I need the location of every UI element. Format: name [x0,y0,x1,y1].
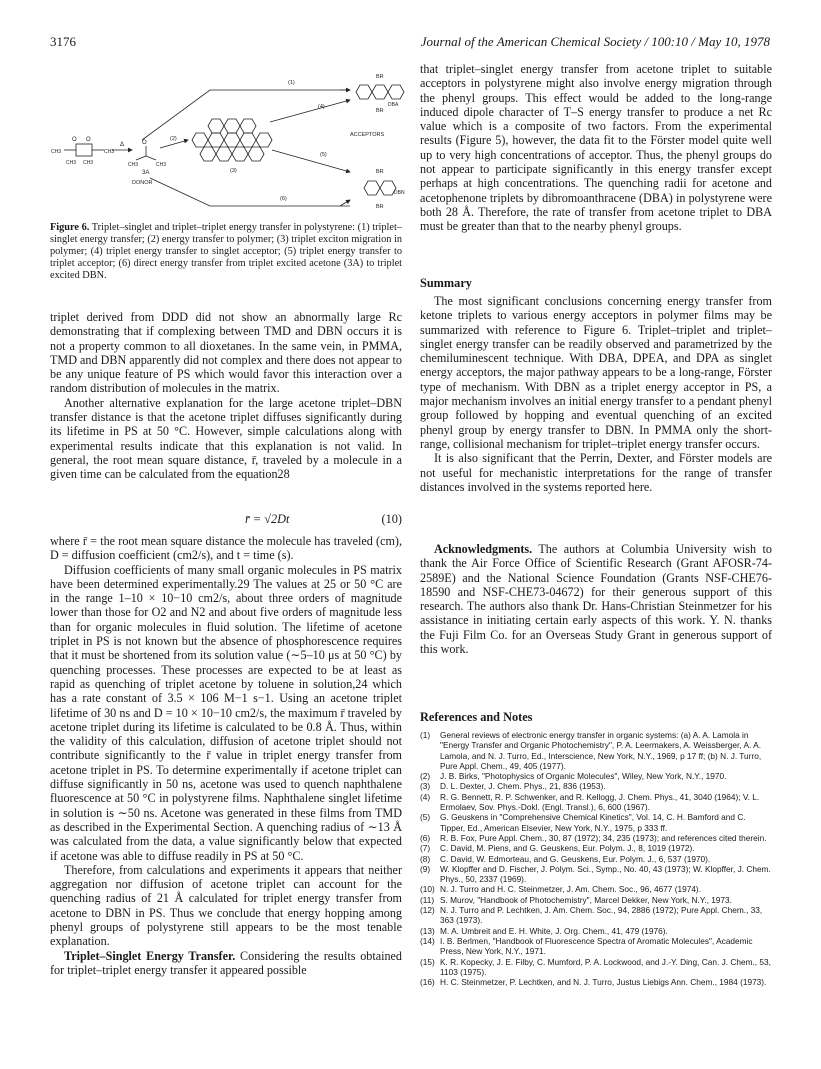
heat-symbol: Δ [120,142,125,148]
equation-body: r̄ = √2Dt [245,512,290,526]
bromine-label: BR [376,169,384,175]
bromine-label: BR [376,108,384,114]
path-6-label: (6) [280,196,287,202]
bromine-label: BR [376,204,384,210]
references-list [420,730,772,987]
energy-transfer-diagram [50,60,405,220]
caption-text: Triplet–singlet and triplet–triplet energy transfer in polystyrene: (1) triplet–singlet energy transfer; (2) energy transfer to polymer; (3) triplet exciton migration in polymer; (4) triplet energy transfer to singlet acceptor; (5) triplet energy transfer to triplet acceptor; (6) direct energy transfer from triplet excited acetone (3A) to triplet excited DBN. [50,222,402,281]
dba-label: DBA [388,102,399,108]
acceptors-label: ACCEPTORS [350,132,385,138]
path-4-label: (4) [318,104,325,110]
reference-item: (14) I. B. Berlmen, "Handbook of Fluorescence Spectra of Aromatic Molecules", Academic Press, New York, N.Y., 1971. [420,935,753,957]
reference-item: (12) N. J. Turro and P. Lechtken, J. Am. Chem. Soc., 94, 2886 (1972); Pure Appl. Chem., 33, 363 (1973). [420,905,763,926]
paragraph-text: Considering the results obtained for triplet–triplet energy transfer it appeared possible [50,948,403,977]
figure-label: Figure 6. [50,222,90,233]
dba-structure [356,85,404,99]
reference-item: (2) J. B. Birks, "Photophysics of Organic Molecules", Wiley, New York, N.Y., 1970. [420,771,727,782]
right-column-top [420,62,772,234]
dbn-label: DBN [394,190,405,196]
oxygen-label: O [142,140,147,146]
page-number: 3176 [50,34,76,49]
methyl-label: CH3 [156,162,167,168]
equation-number: (10) [381,512,402,526]
body-paragraph: triplet derived from DDD did not show an abnormally large Rc demonstrating that if complexing between TMD and DBN occurs it is not a property common to all dioxetanes. In the same vein, in PMMA, TMD and DBN apparently did not complex and there does not appear to be any unique feature of PS which would favor this interaction over a random distribution of molecules in the matrix. [50,310,402,396]
body-paragraph: where r̄ = the root mean square distance the molecule has traveled (cm), D = diffusion coefficient (cm2/s), and t = time (s). [50,534,402,563]
reference-item: (11) S. Murov, "Handbook of Photochemistry", Marcel Dekker, New York, N.Y., 1973. [420,894,732,905]
left-column-lower [50,534,402,977]
body-paragraph [420,542,772,656]
reference-item: (15) K. R. Kopecky, J. E. Filby, C. Mumford, P. A. Lockwood, and J.-Y. Ding, Can. J. Chem., 53, 1103 (1975). [420,956,771,977]
run-in-heading: Triplet–Singlet Energy Transfer. [64,948,236,963]
reference-item: (16) H. C. Steinmetzer, P. Lechtken, and N. J. Turro, Justus Liebigs Ann. Chem., 1984 (1973). [420,977,767,988]
methyl-label: CH3 [104,149,115,155]
reference-item: (5) G. Geuskens in "Comprehensive Chemical Kinetics", Vol. 14, C. H. Bamford and C. Tipper, Ed., American Elsevier, New York, N.Y., 1975, p 333 ff. [420,812,746,833]
acknowledgments [420,542,772,656]
triplet-acetone-label: 3A [142,170,150,176]
summary-section [420,294,772,494]
equation-10 [50,512,402,528]
body-paragraph: The most significant conclusions concerning energy transfer from ketone triplets to various energy acceptors in polymer films may be summarized with reference to Figure 6. Triplet–triplet and triplet–singlet energy transfer can be readily observed and parametrized by the chemiluminescent technique. With DBA, DPEA, and DPA as singlet energy acceptors, the major pathway appears to be a long-range, Förster type of mechanism. With DBN as a triplet energy acceptor in PS, a major mechanism involves an initial energy transfer to a pendant phenyl group followed by hopping and eventual quenching of an excited phenyl group by energy transfer to DBN. In PMMA only the short-range, collisional mechanism for triplet–triplet energy transfer occurs. [420,294,772,451]
run-in-heading: Acknowledgments. [434,542,533,556]
oxygen-label: O [86,137,91,143]
reference-item: (7) C. David, M. Piens, and G. Geuskens, Eur. Polym. J., 8, 1019 (1972). [420,843,695,854]
path-3-label: (3) [230,168,237,174]
heading-text: References and Notes [420,710,533,724]
body-paragraph: Another alternative explanation for the large acetone triplet–DBN transfer distance is that the acetone triplet diffuses significantly during its lifetime in PS at 50 °C. However, simple calculations along with experimental results indicate that this explanation is not valid. In general, the root mean square distance, r̄, traveled by a molecule in a given time can be calculated from the equation28 [50,395,402,482]
body-paragraph: Diffusion coefficients of many small organic molecules in PS matrix have been determined experimentally.29 The values at 25 or 50 °C are in the range 1–10 × 10−10 cm2/s, about three orders of magnitude lower than those for O2 and N2 and about five orders of magnitude less than for organic molecules in fluid solution. The lifetime of acetone triplet in PS is not known but the absence of phosphorescence requires that it must be shortened from its solution value (∼5–10 μs at 50 °C) by quenching processes. These processes are expected to be at least as rapid as quenching of triplet acetone by toluene in solution,24 which has a rate constant of 3.5 × 106 M−1 s−1. Using an acetone triplet lifetime of 30 ns and D = 10 × 10−10 cm2/s, the maximum r̄ traveled by acetone triplet during its lifetime is calculated to be 0.8 Å. Thus, within the validity of this calculation, diffusion of acetone triplet should not contribute significantly to the r̄ value in triplet energy transfer from acetone triplet in PS. To determine experimentally if acetone triplet can diffuse significantly in 50 ns, acetone was used to quench naphthalene fluorescence at 50 °C in polystyrene films. Naphthalene singlet lifetime in solution is ∼50 ns. Acetone was generated in these films from TMD as described in the Experimental Section. A quenching radius of ∼13 Å was calculated from the data, a value significantly below that expected if acetone was able to diffuse readily in PS at 50 °C. [50,562,402,863]
reference-item: (1) General reviews of electronic energy transfer in organic systems: (a) A. A. Lamola in "Energy Transfer and Organic Photochemistry", P. A. Leermakers, A. Weissberger, A. A. Lamola, and N. J. Turro, Ed., Interscience, New York, N.Y., 1969, p 17 ff; (b) N. J. Turro, Pure Appl. Chem., 49, 405 (1977). [420,730,762,771]
dbn-structure [364,181,396,195]
body-paragraph: It is also significant that the Perrin, Dexter, and Förster models are not useful for mechanistic interpretations for the range of transfer distances involved in the systems reported here. [420,451,772,494]
path-2-label: (2) [170,136,177,142]
oxygen-label: O [72,137,77,143]
reference-item: (13) M. A. Umbreit and E. H. White, J. Org. Chem., 41, 479 (1976). [420,925,668,936]
path-5-label: (5) [320,152,327,158]
reference-item: (9) W. Klopffer and D. Fischer, J. Polym. Sci., Symp., No. 40, 43 (1973); W. Klopffer, J. Chem. Phys., 50, 2337 (1969). [420,863,771,885]
acetone-structure [136,146,156,160]
methyl-label: CH3 [83,160,94,166]
bromine-label: BR [376,74,384,80]
methyl-label: CH3 [66,160,77,166]
reference-item: (10) N. J. Turro and H. C. Steinmetzer, J. Am. Chem. Soc., 96, 4677 (1974). [420,884,702,895]
running-header [50,34,770,52]
donor-label: DONOR [132,180,153,186]
reference-item: (3) D. L. Dexter, J. Chem. Phys., 21, 836 (1953). [420,781,606,792]
body-paragraph [50,949,402,978]
summary-heading [420,276,472,291]
reference-item: (8) C. David, W. Edmorteau, and G. Geuskens, Eur. Polym. J., 6, 537 (1970). [420,853,711,864]
reference-item: (4) R. G. Bennett, R. P. Schwenker, and R. Kellogg, J. Chem. Phys., 41, 3040 (1964); V. L. Ermolaev, Sov. Phys.-Dokl. (Engl. Transl.), 6, 600 (1967). [420,791,760,813]
reference-item: (6) R. B. Fox, Pure Appl. Chem., 30, 87 (1972); 34, 235 (1973); and references cited therein. [420,832,767,843]
references-heading [420,710,532,725]
body-paragraph: that triplet–singlet energy transfer from acetone triplet to suitable acceptors in polystyrene might also involve energy migration through the phenyl groups. This effect would be added to the long-range induced dipole character of T–S energy transfer to produce a net Rc value which is a composite of two factors. From the experimental results (Figure 5), however, the data fit to the Förster model quite well up to very high concentrations of acceptor. Thus, the phenyl groups do not appear to participate significantly in this energy transfer except perhaps at high concentrations. The quenching radii for acetone and acetophenone triplets by dibromoanthracene (DBA) in polystyrene were both 28 Å. Therefore, the rate of transfer from acetone triplet to DBA must be greater than that to the nearby phenyl groups. [420,62,772,234]
paragraph-text: The authors at Columbia University wish to thank the Air Force Office of Scientific Research (Grant AFOSR-74-2589E) and the National Science Foundation (Grants NSF-CHE76-18590 and NSF-CHE73-04672) for their generous support of this research. The authors also thank Dr. Hans-Christian Steinmetzer for his assistance in initiating certain early aspects of this work. Y. N. thanks the Fuji Film Co. for an Overseas Study Grant in generous support of this work. [420,542,772,657]
polystyrene-phenyl-groups [192,119,272,161]
left-column-upper [50,310,402,482]
figure-caption [50,222,402,282]
methyl-label: CH3 [128,162,139,168]
journal-citation: Journal of the American Chemical Society / 100:10 / May 10, 1978 [420,34,770,49]
body-paragraph: Therefore, from calculations and experiments it appears that neither aggregation nor diffusion of acetone triplet can account for the quenching radius of 21 Å calculated for triplet energy transfer from acetone to DBN in PS. Thus we conclude that energy hopping among phenyl groups of polystyrene still appears to be the most tenable explanation. [50,862,402,949]
dioxetane-structure [64,144,104,156]
heading-text: Summary [420,276,472,290]
figure-6-scheme [50,60,405,220]
methyl-label: CH3 [51,149,62,155]
path-1-label: (1) [288,80,295,86]
